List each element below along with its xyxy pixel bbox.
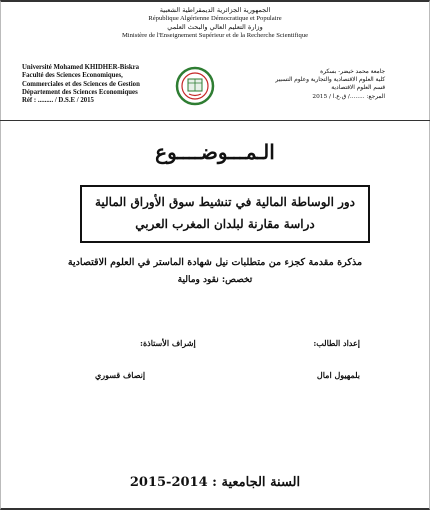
university-name-fr: Université Mohamed KHIDHER-Biskra: [22, 64, 140, 71]
academic-year: السنة الجامعية : 2014-2015: [129, 475, 301, 490]
faculty-name-fr-cont: Commerciales et des Sciences de Gestion: [22, 80, 140, 88]
faculty-name-fr: Faculté des Sciences Economiques,: [22, 72, 123, 80]
student-name: بلمهيول امال: [316, 370, 360, 380]
header-republic-ar: الجمهورية الجزائرية الديمقراطية الشعبية: [159, 6, 271, 14]
reference-ar: المرجع: ......../ ق.ع.ا / 2015: [312, 93, 385, 100]
thesis-note: مذكرة مقدمة كجزء من متطلبات نيل شهادة الماستر في العلوم الاقتصادية: [67, 257, 363, 268]
supervisor-name: إنصاف قسوري: [95, 370, 146, 380]
university-info-fr: [22, 64, 140, 105]
university-info-ar: [225, 68, 385, 101]
header-ministry-fr: Ministère de l'Enseignement Supérieur et de la Recherche Scientifique: [121, 31, 309, 39]
supervisor-label: إشراف الأستاذة:: [140, 338, 196, 348]
department-name-fr: Département des Sciences Economiques: [22, 88, 138, 96]
subject-heading: الـمـــوضــــوع: [155, 140, 275, 164]
department-name-ar: قسم العلوم الاقتصادية: [331, 85, 385, 92]
student-label: إعداد الطالب:: [313, 338, 360, 348]
header-republic-fr: République Algérienne Démocratique et Populaire: [148, 14, 282, 22]
page-header: [0, 6, 430, 40]
reference-fr: Réf : ......... / D.S.E / 2015: [22, 97, 94, 105]
specialization: تخصص: نقود ومالية: [177, 275, 253, 285]
thesis-subtitle: دراسة مقارنة لبلدان المغرب العربي: [135, 217, 315, 231]
university-name-ar: جامعة محمد خيضر- بسكرة: [320, 69, 385, 75]
university-logo-icon: [175, 66, 215, 106]
thesis-title: دور الوساطة المالية في تنشيط سوق الأوراق المالية: [94, 195, 356, 209]
thesis-title-box: [80, 185, 370, 243]
header-divider: [0, 120, 430, 121]
header-ministry-ar: وزارة التعليم العالي والبحث العلمي: [167, 23, 263, 32]
faculty-name-ar: كلية العلوم الاقتصادية والتجارية وعلوم التسيير: [275, 77, 385, 84]
